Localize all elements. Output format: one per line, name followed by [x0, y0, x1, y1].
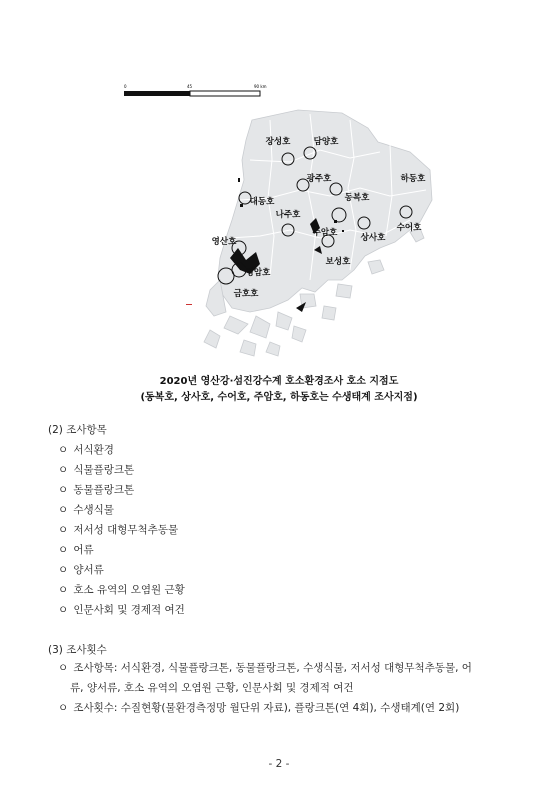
bullet: ㅇ [58, 702, 69, 714]
list-item: ㅇ 어류 [58, 544, 94, 556]
lake-label-juam: 주암호 [312, 228, 338, 238]
bullet: ㅇ [58, 484, 69, 496]
map-caption-title: 2020년 영산강·섬진강수계 호소환경조사 호소 지점도 [159, 376, 399, 387]
lake-label-sangsa: 상사호 [360, 233, 386, 243]
lake-location-map [110, 80, 450, 368]
list-item: ㅇ 식물플랑크톤 [58, 464, 135, 476]
lake-label-hadong: 하동호 [400, 174, 426, 184]
map-svg [110, 80, 450, 368]
list-item: ㅇ 인문사회 및 경제적 여건 [58, 604, 185, 616]
page-number: - 2 - [268, 758, 290, 770]
list-item: ㅇ 호소 유역의 오염원 근황 [58, 584, 185, 596]
scale-label-45: 45 [187, 84, 193, 89]
survey-items-paragraph: ㅇ 조사항목: 서식환경, 식물플랑크톤, 동물플랑크톤, 수생식물, 저서성 대형무척추동물, 어 류, 양서류, 호소 유역의 오염원 근황, 인문사회 및 경제적 여건 [58, 658, 498, 698]
lake-label-dongbok: 동복호 [344, 193, 370, 203]
lake-label-boseong: 보성호 [325, 257, 351, 267]
scale-label-90: 90 km [254, 84, 267, 89]
list-item: ㅇ 저서성 대형무척추동물 [58, 524, 179, 536]
lake-label-yeongsan: 영산호 [211, 237, 237, 247]
scale-bar [124, 84, 267, 96]
lake-label-jangseong: 장성호 [265, 137, 291, 147]
scale-label-0: 0 [124, 84, 127, 89]
bullet: ㅇ [58, 504, 69, 516]
bullet: ㅇ [58, 464, 69, 476]
lake-label-sueo: 수어호 [396, 223, 422, 233]
bullet: ㅇ [58, 564, 69, 576]
bullet: ㅇ [58, 662, 69, 674]
lake-label-yeongam: 영암호 [245, 268, 271, 278]
lake-label-naju: 나주호 [275, 210, 301, 220]
map-caption-note: (동복호, 상사호, 수어호, 주암호, 하동호는 수생태계 조사지점) [140, 392, 418, 403]
list-item: ㅇ 양서류 [58, 564, 104, 576]
list-item: ㅇ 수생식물 [58, 504, 114, 516]
bullet: ㅇ [58, 444, 69, 456]
list-item: ㅇ 동물플랑크톤 [58, 484, 135, 496]
bullet: ㅇ [58, 604, 69, 616]
section-survey-frequency-title: (3) 조사횟수 [48, 644, 107, 656]
lake-label-daedong: 대동호 [249, 197, 275, 207]
lake-label-geumho: 금호호 [233, 289, 259, 299]
survey-count-paragraph: ㅇ 조사횟수: 수질현황(물환경측정망 월단위 자료), 플랑크톤(연 4회), 수생태계(연 2회) [58, 698, 498, 718]
list-item: ㅇ 서식환경 [58, 444, 114, 456]
bullet: ㅇ [58, 524, 69, 536]
lake-label-damyang: 담양호 [313, 137, 339, 147]
bullet: ㅇ [58, 584, 69, 596]
lake-label-gwangju: 광주호 [306, 174, 332, 184]
section-survey-items-title: (2) 조사항목 [48, 424, 107, 436]
bullet: ㅇ [58, 544, 69, 556]
